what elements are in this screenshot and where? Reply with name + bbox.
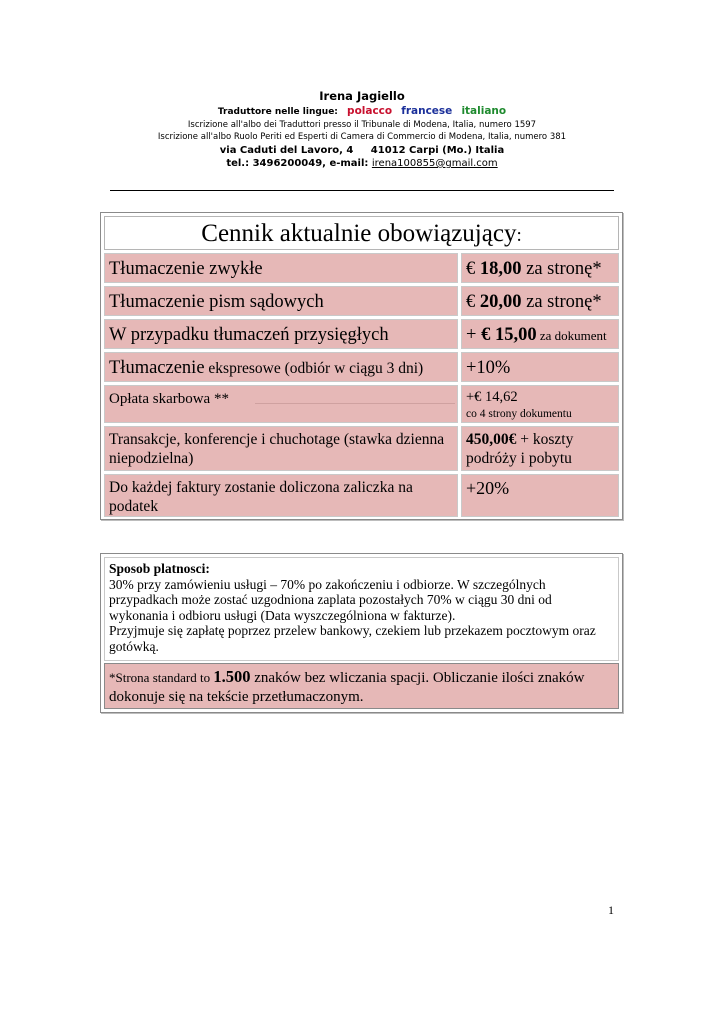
email-link[interactable]: irena100855@gmail.com — [371, 158, 498, 169]
price-table-title — [104, 216, 619, 250]
row-label-standard-translation: Tłumaczenie zwykłe — [104, 253, 458, 283]
address: via Caduti del Lavoro, 4 41012 Carpi (Mo.) Italia — [219, 145, 505, 156]
price-amount: 18,00 — [479, 259, 522, 279]
letterhead — [0, 88, 724, 171]
contact-line — [0, 156, 724, 171]
row-label-tax-advance: Do każdej faktury zostanie doliczona zaliczka na podatek — [104, 474, 458, 517]
price-table-title-colon: : — [516, 225, 522, 246]
note-prefix: *Strona standard to — [109, 670, 214, 685]
row-label-express-translation — [104, 352, 458, 382]
languages-label: Traduttore nelle lingue: — [217, 107, 338, 117]
payment-body-split: 30% przy zamówieniu usługi – 70% po zakończeniu i odbiorze. W szczególnych przypadkach może zostać uzgodniona zaplata pozostałych 70% w ciągu 30 dni od wykonania i odbioru usługi (Data wyszczególniona w fakturze). — [109, 576, 552, 623]
note-text: znaków bez wliczania spacji. Obliczanie ilości znaków dokonuje się na tekście przetłumaczonym. — [109, 670, 585, 705]
language-french: francese — [401, 105, 453, 117]
row-label-stamp-duty — [104, 385, 458, 423]
row-label-court-documents: Tłumaczenie pism sądowych — [104, 286, 458, 316]
registration-tribunal: Iscrizione all'albo dei Traduttori presso il Tribunale di Modena, Italia, numero 1597 — [187, 120, 537, 130]
row-price-standard-translation — [461, 253, 619, 283]
row-price-interpreting — [461, 426, 619, 471]
express-label-main: Tłumaczenie — [109, 358, 205, 378]
languages-line — [0, 104, 724, 119]
price-table — [100, 212, 623, 520]
row-label-interpreting: Transakcje, konferencje i chuchotage (stawka dzienna niepodzielna) — [104, 426, 458, 471]
price-prefix: € — [466, 259, 480, 279]
price-amount: € 15,00 — [481, 325, 537, 345]
stamp-duty-per-pages: co 4 strony dokumentu — [466, 408, 572, 420]
price-prefix: € — [466, 292, 480, 312]
price-table-title-text: Cennik aktualnie obowiązujący — [201, 220, 517, 247]
price-unit: za stronę* — [521, 292, 602, 312]
payment-terms — [104, 557, 619, 661]
payment-body-methods: Przyjmuje się zapłatę poprzez przelew bankowy, czekiem lub przekazem pocztowym oraz gotówką. — [109, 623, 596, 654]
price-amount: 20,00 — [479, 292, 522, 312]
price-unit: za dokument — [536, 328, 607, 343]
express-label-detail: ekspresowe (odbiór w ciągu 3 dni) — [204, 360, 424, 377]
row-label-sworn-translation: W przypadku tłumaczeń przysięgłych — [104, 319, 458, 349]
stamp-duty-label: Opłata skarbowa ** — [109, 391, 229, 407]
registration-chamber: Iscrizione all'albo Ruolo Periti ed Esperti di Camera di Commercio di Modena, Italia, numero 381 — [157, 132, 567, 142]
language-italian: italiano — [461, 105, 507, 117]
header-divider — [110, 190, 614, 191]
row-price-sworn-translation — [461, 319, 619, 349]
row-price-tax-advance: +20% — [461, 474, 619, 517]
price-unit: za stronę* — [521, 259, 602, 279]
payment-title: Sposob platnosci: — [109, 561, 210, 576]
row-price-stamp-duty — [461, 385, 619, 423]
phone-label: tel.: 3496200049, e-mail: — [226, 158, 372, 169]
standard-page-note — [104, 663, 619, 709]
price-prefix: + — [466, 325, 482, 345]
row-price-express-translation: +10% — [461, 352, 619, 382]
stamp-duty-amount: +€ 14,62 — [466, 389, 518, 405]
language-polish: polacco — [347, 105, 393, 117]
cell-divider — [255, 403, 455, 404]
page-number: 1 — [608, 903, 614, 917]
payment-box — [100, 553, 623, 713]
price-extras: + koszty podróży i pobytu — [466, 431, 574, 467]
note-character-count: 1.500 — [213, 667, 251, 686]
row-price-court-documents — [461, 286, 619, 316]
price-amount: 450,00€ — [466, 431, 517, 448]
translator-name: Irena Jagiello — [319, 89, 405, 103]
